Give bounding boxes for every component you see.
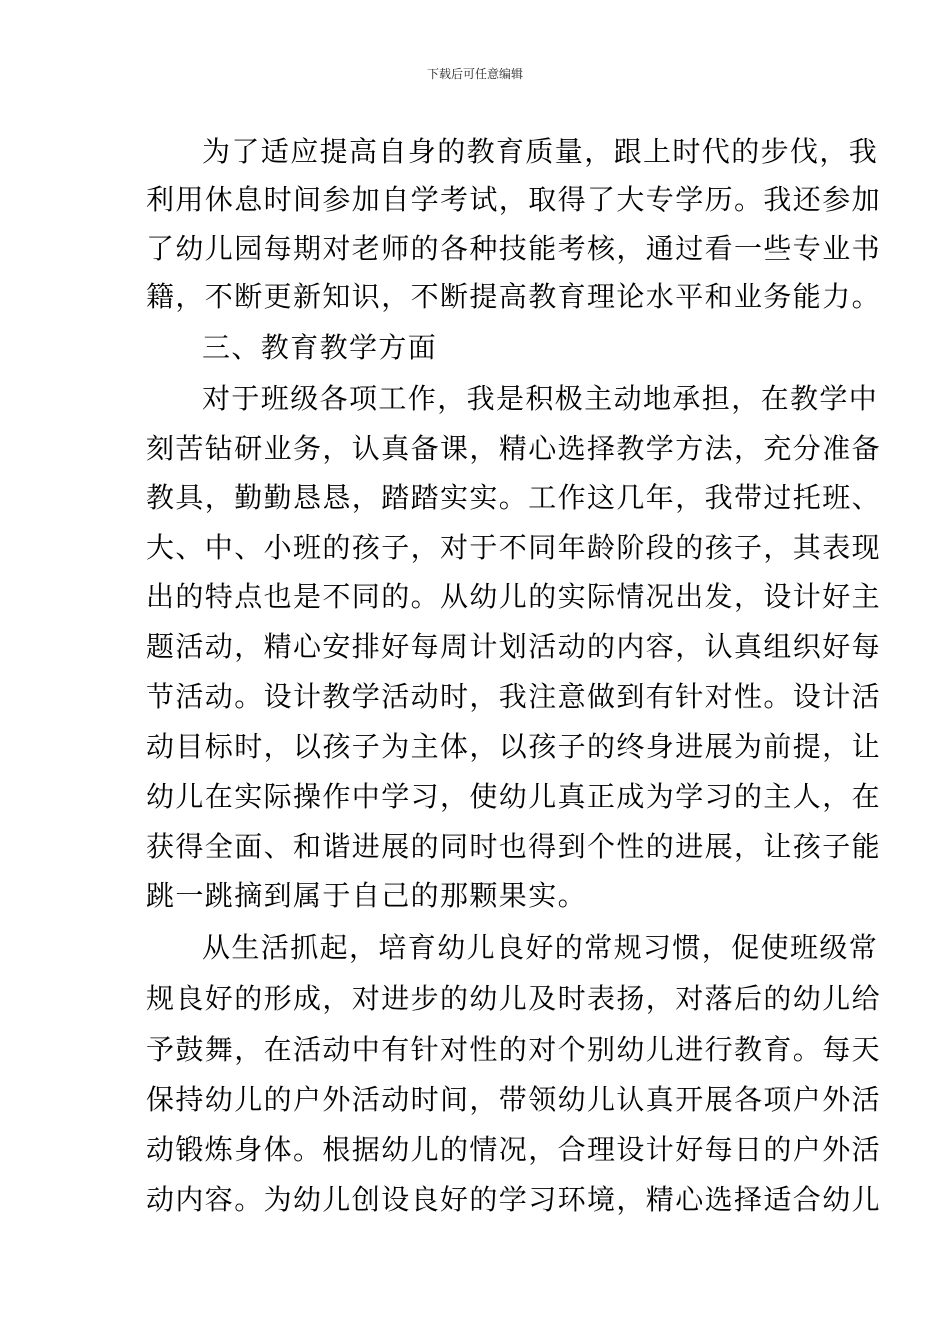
- section-heading: 三、教育教学方面: [202, 331, 438, 364]
- text-line: 规良好的形成，对进步的幼儿及时表扬，对落后的幼儿给: [146, 982, 882, 1015]
- text-line: 保持幼儿的户外活动时间，带领幼儿认真开展各项户外活: [146, 1083, 882, 1116]
- text-line: 题活动，精心安排好每周计划活动的内容，认真组织好每: [146, 630, 882, 663]
- text-line: 大、中、小班的孩子，对于不同年龄阶段的孩子，其表现: [146, 531, 882, 564]
- text-line: 了幼儿园每期对老师的各种技能考核，通过看一些专业书: [146, 232, 882, 265]
- text-line: 节活动。设计教学活动时，我注意做到有针对性。设计活: [146, 680, 882, 713]
- text-line: 教具，勤勤恳恳，踏踏实实。工作这几年，我带过托班、: [146, 481, 882, 514]
- text-line: 籍，不断更新知识，不断提高教育理论水平和业务能力。: [146, 280, 882, 313]
- header-note: 下载后可任意编辑: [426, 67, 523, 81]
- text-line: 利用休息时间参加自学考试，取得了大专学历。我还参加: [146, 183, 882, 216]
- text-line: 对于班级各项工作，我是积极主动地承担，在教学中: [202, 382, 879, 415]
- text-line: 刻苦钻研业务，认真备课，精心选择教学方法，充分准备: [146, 432, 882, 465]
- text-line: 予鼓舞，在活动中有针对性的对个别幼儿进行教育。每天: [146, 1033, 882, 1066]
- text-line: 动锻炼身体。根据幼儿的情况，合理设计好每日的户外活: [146, 1133, 882, 1166]
- text-line: 获得全面、和谐进展的同时也得到个性的进展，让孩子能: [146, 830, 882, 863]
- text-line: 从生活抓起，培育幼儿良好的常规习惯，促使班级常: [202, 931, 879, 964]
- text-line: 动目标时，以孩子为主体，以孩子的终身进展为前提，让: [146, 730, 882, 763]
- text-line: 幼儿在实际操作中学习，使幼儿真正成为学习的主人，在: [146, 780, 882, 813]
- text-line: 出的特点也是不同的。从幼儿的实际情况出发，设计好主: [146, 580, 882, 613]
- text-line: 动内容。为幼儿创设良好的学习环境，精心选择适合幼儿: [146, 1183, 882, 1216]
- text-line: 为了适应提高自身的教育质量，跟上时代的步伐，我: [202, 135, 879, 168]
- text-line: 跳一跳摘到属于自己的那颗果实。: [146, 879, 588, 912]
